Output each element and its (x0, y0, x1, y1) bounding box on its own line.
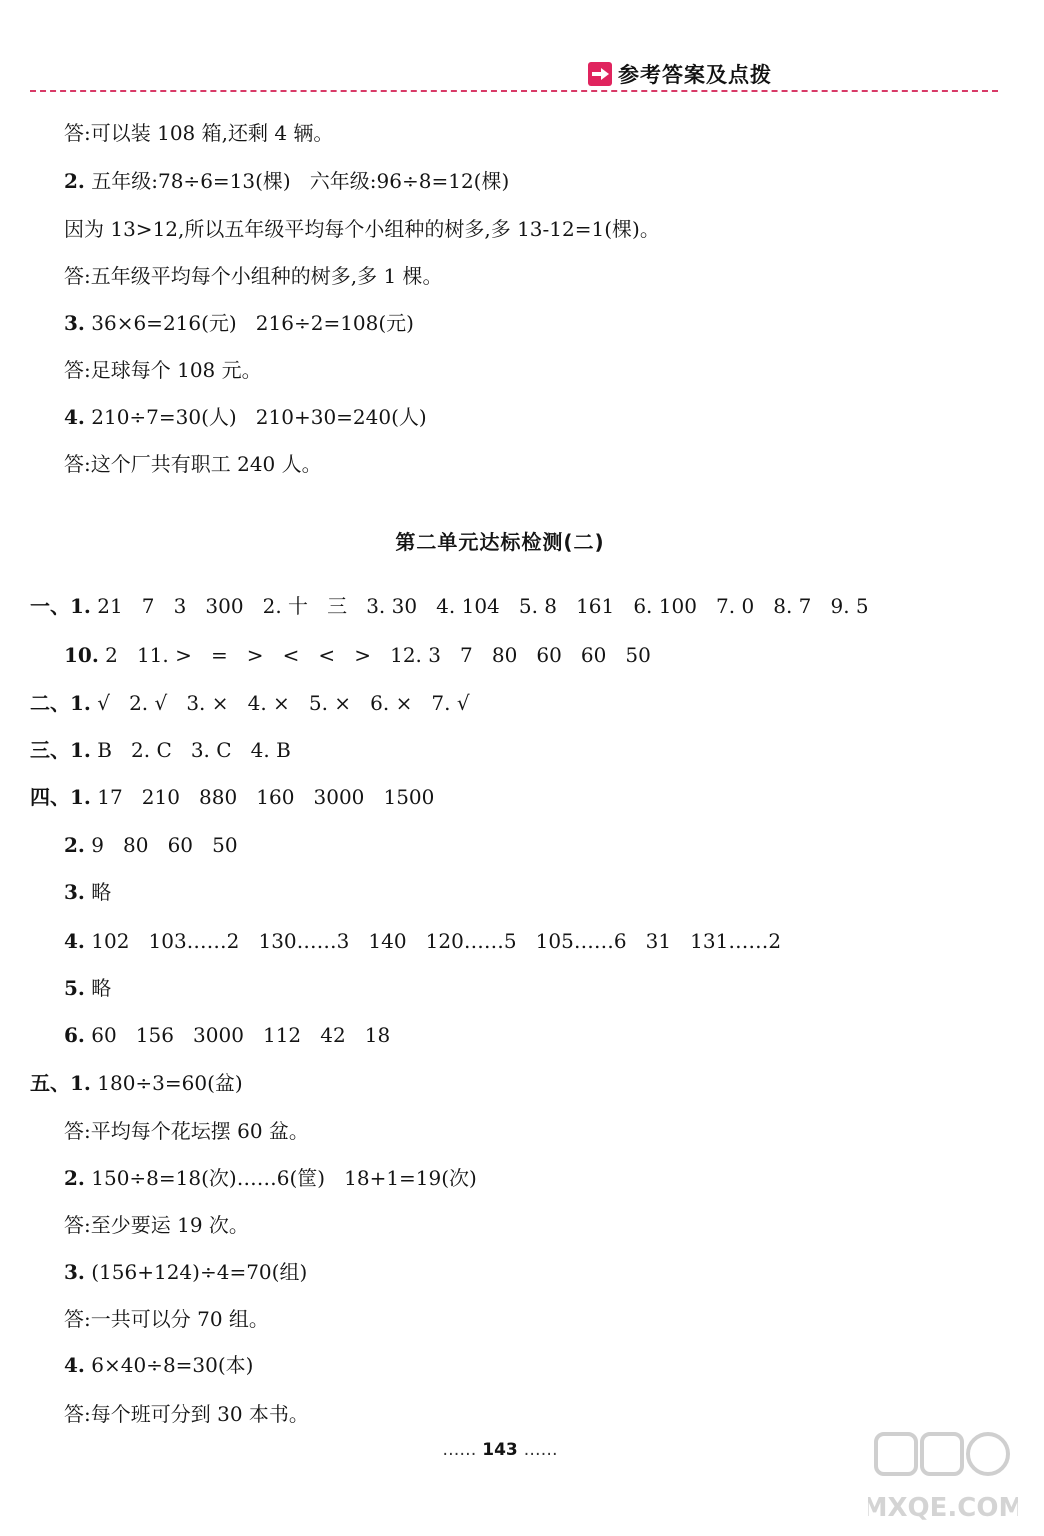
section-title: 第二单元达标检测(二) (395, 530, 605, 554)
answer-line: 3. 略 (64, 880, 112, 904)
answer-line: 答:这个厂共有职工 240 人。 (64, 452, 322, 476)
watermark-logo (868, 1428, 1018, 1528)
header-label (588, 60, 772, 88)
page-number-footer: …… 143 …… (442, 1440, 558, 1460)
header-title: 参考答案及点拨 (618, 63, 772, 87)
answer-line: 5. 略 (64, 976, 112, 1000)
header-divider (30, 90, 998, 92)
watermark-logo-icon (868, 1428, 1018, 1528)
answer-line: 答:可以装 108 箱,还剩 4 辆。 (64, 121, 334, 145)
page-number: 143 (482, 1440, 518, 1460)
answer-line: 因为 13>12,所以五年级平均每个小组种的树多,多 13-12=1(棵)。 (64, 217, 660, 241)
answer-line: 四、1. 17 210 880 160 3000 1500 (30, 785, 435, 809)
answer-line: 答:一共可以分 70 组。 (64, 1307, 269, 1331)
answer-line: 2. 150÷8=18(次)……6(筐) 18+1=19(次) (64, 1166, 477, 1190)
answer-line: 10. 2 11. > = > < < > 12. 3 7 80 60 60 50 (64, 643, 651, 667)
answer-line: 2. 五年级:78÷6=13(棵) 六年级:96÷8=12(棵) (64, 169, 510, 193)
watermark-text: MXQE.COM (868, 1493, 1018, 1523)
answer-line: 三、1. B 2. C 3. C 4. B (30, 738, 291, 762)
answer-line: 答:每个班可分到 30 本书。 (64, 1402, 309, 1426)
answer-line: 二、1. √ 2. √ 3. × 4. × 5. × 6. × 7. √ (30, 691, 470, 715)
answer-line: 4. 6×40÷8=30(本) (64, 1353, 254, 1377)
answer-line: 答:平均每个花坛摆 60 盆。 (64, 1119, 309, 1143)
answer-line: 3. (156+124)÷4=70(组) (64, 1260, 308, 1284)
answer-line: 一、1. 21 7 3 300 2. 十 三 3. 30 4. 104 5. 8 161 6. 100 7. 0 8. 7 9. 5 (30, 594, 869, 618)
answer-line: 答:五年级平均每个小组种的树多,多 1 棵。 (64, 264, 443, 288)
answer-line: 3. 36×6=216(元) 216÷2=108(元) (64, 311, 414, 335)
arrow-right-icon (588, 62, 612, 86)
answer-line: 答:足球每个 108 元。 (64, 358, 262, 382)
answer-line: 4. 102 103……2 130……3 140 120……5 105……6 31 131……2 (64, 929, 782, 953)
answer-line: 4. 210÷7=30(人) 210+30=240(人) (64, 405, 427, 429)
answer-line: 五、1. 180÷3=60(盆) (30, 1071, 243, 1095)
answer-line: 答:至少要运 19 次。 (64, 1213, 249, 1237)
answer-line: 2. 9 80 60 50 (64, 833, 238, 857)
answer-line: 6. 60 156 3000 112 42 18 (64, 1023, 391, 1047)
